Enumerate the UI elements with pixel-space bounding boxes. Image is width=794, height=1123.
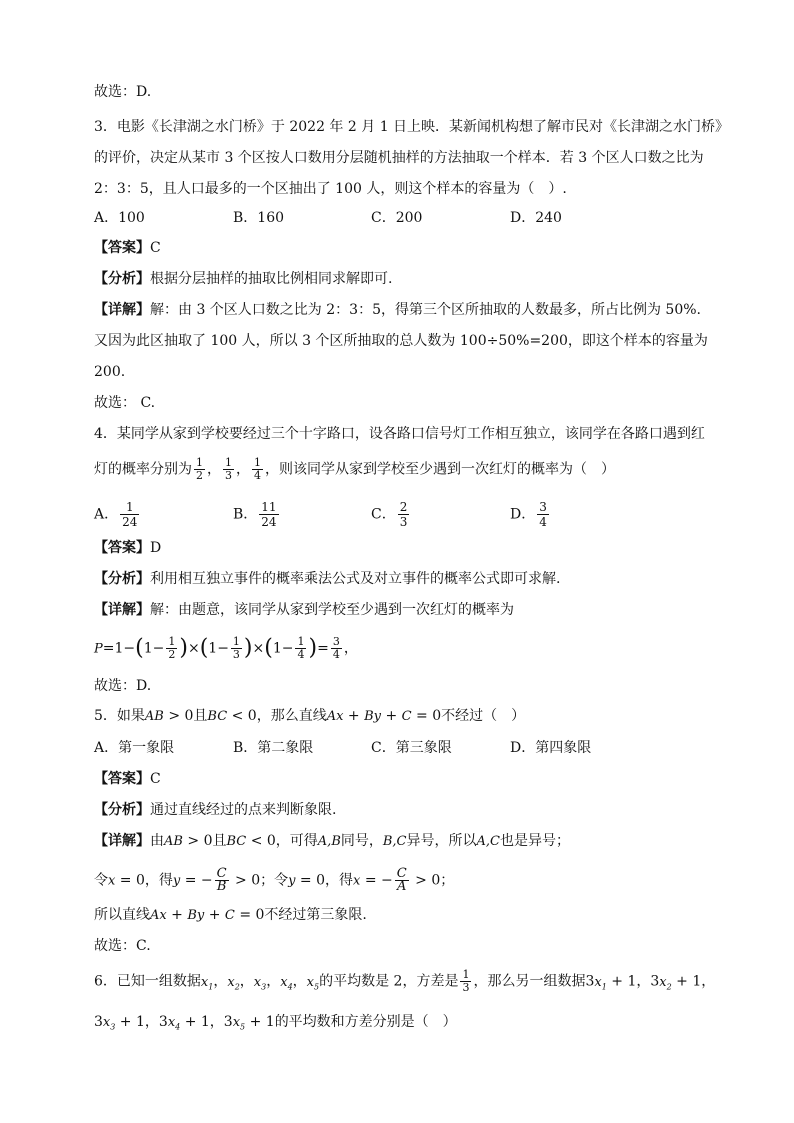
q2-choose: 故选：D. [94,84,152,100]
answer-value: C [150,771,161,787]
q3-stem-line1: 3．电影《长津湖之水门桥》于 2022 年 2 月 1 日上映．某新闻机构想了解市民对《长津湖之水门桥》 [94,119,730,135]
q5-option-d: D．第四象限 [510,740,592,756]
q3-stem-line2: 的评价，决定从某市 3 个区按人口数用分层随机抽样的方法抽取一个样本．若 3 个区人口数之比为 [94,150,704,166]
q4-choose: 故选：D. [94,678,152,694]
q5-option-a: A．第一象限 [94,740,175,756]
q4-option-b: B． $\frac{11}{24}$ [233,500,277,529]
q3-option-d: D．240 [510,210,562,226]
q3-detail-line1 [94,300,701,320]
q5-analysis [94,800,336,820]
q5-detail-line2: 令x = 0，得y = − $\frac{C}{B}$ > 0；令y = 0，得x = − $\frac{C}{A}$ > 0； [94,866,455,894]
q3-detail-line2: 又因为此区抽取了 100 人，所以 3 个区所抽取的总人数为 100÷50%=200，即这个样本的容量为 [94,333,708,349]
q6-stem-line2: $3x_3 + 1$，$3x_4 + 1$，$3x_5 + 1$的平均数和方差分别是（ ） [94,1014,457,1032]
answer-value: D [150,540,162,556]
answer-tag: 【答案】 [94,240,150,256]
q4-option-c: C． $\frac{2}{3}$ [371,500,408,529]
q4-analysis [94,569,560,589]
q3-stem-line3: 2：3：5，且人口最多的一个区抽出了 100 人，则这个样本的容量为（ ）. [94,181,567,197]
q4-detail-line1 [94,600,514,620]
answer-tag: 【答案】 [94,771,150,787]
q4-stem-line2-post: ，则该同学从家到学校至少遇到一次红灯的概率为（ ） [265,461,615,478]
q4-answer [94,538,161,558]
q5-option-c: C．第三象限 [371,740,452,756]
q3-option-b: B．160 [233,210,285,226]
q3-detail-line3: 200. [94,364,126,380]
q4-stem-line1: 4．某同学从家到学校要经过三个十字路口，设各路口信号灯工作相互独立，该同学在各路口遇到红 [94,426,705,442]
q4-probability-formula: P=1−(1− $\frac{1}{2}$ )×(1− $\frac{1}{3}$ )×(1− $\frac{1}{4}$ )= $\frac{3}{4}$ ， [94,635,358,661]
q4-option-a: A． $\frac{1}{24}$ [94,500,138,529]
q3-answer [94,238,161,258]
q3-option-c: C．200 [371,210,423,226]
analysis-tag: 【分析】 [94,571,150,587]
q3-option-a: A．100 [94,210,145,226]
q5-option-b: B．第二象限 [233,740,314,756]
q6-stem-line1: 6．已知一组数据$x_1$，$x_2$，$x_3$，$x_4$，$x_5$的平均数是 2，方差是 $\frac{1}{3}$ ，那么另一组数据$3x_1 + 1$，$3x_2 + 1$， [94,968,716,994]
q5-choose: 故选：C. [94,938,151,954]
answer-tag: 【答案】 [94,540,150,556]
analysis-text: 根据分层抽样的抽取比例相同求解即可. [150,271,393,287]
analysis-text: 通过直线经过的点来判断象限. [150,802,337,818]
answer-value: C [150,240,161,256]
q5-answer [94,769,161,789]
detail-text: 解：由题意，该同学从家到学校至少遇到一次红灯的概率为 [150,602,514,618]
q5-detail-line3: 所以直线Ax + By + C = 0不经过第三象限. [94,907,367,923]
detail-text: 解：由 3 个区人口数之比为 2：3：5，得第三个区所抽取的人数最多，所占比例为 50%. [150,302,701,318]
analysis-text: 利用相互独立事件的概率乘法公式及对立事件的概率公式即可求解. [150,571,561,587]
q4-frac-quarter: $\frac{1}{4}$ [254,456,261,482]
analysis-tag: 【分析】 [94,802,150,818]
q3-choose: 故选： C. [94,395,156,411]
q3-analysis [94,269,392,289]
analysis-tag: 【分析】 [94,271,150,287]
q4-stem-line2-pre: 灯的概率分别为 [94,461,192,478]
q4-frac-half: $\frac{1}{2}$ [196,456,203,482]
detail-tag: 【详解】 [94,602,150,618]
detail-tag: 【详解】 [94,302,150,318]
q4-option-d: D． $\frac{3}{4}$ [510,500,547,529]
q4-stem-line2: 灯的概率分别为 $\frac{1}{2}$ ， $\frac{1}{3}$ ， $\frac{1}{4}$ ，则该同学从家到学校至少遇到一次红灯的概率为（ ） [94,456,615,482]
q5-detail-line1: 【详解】由AB > 0且BC < 0，可得A,B同号，B,C异号，所以A,C也是异号； [94,833,570,849]
q5-stem-line1: 5．如果AB > 0且BC < 0，那么直线Ax + By + C = 0不经过（ ） [94,708,526,724]
q4-frac-third: $\frac{1}{3}$ [225,456,232,482]
